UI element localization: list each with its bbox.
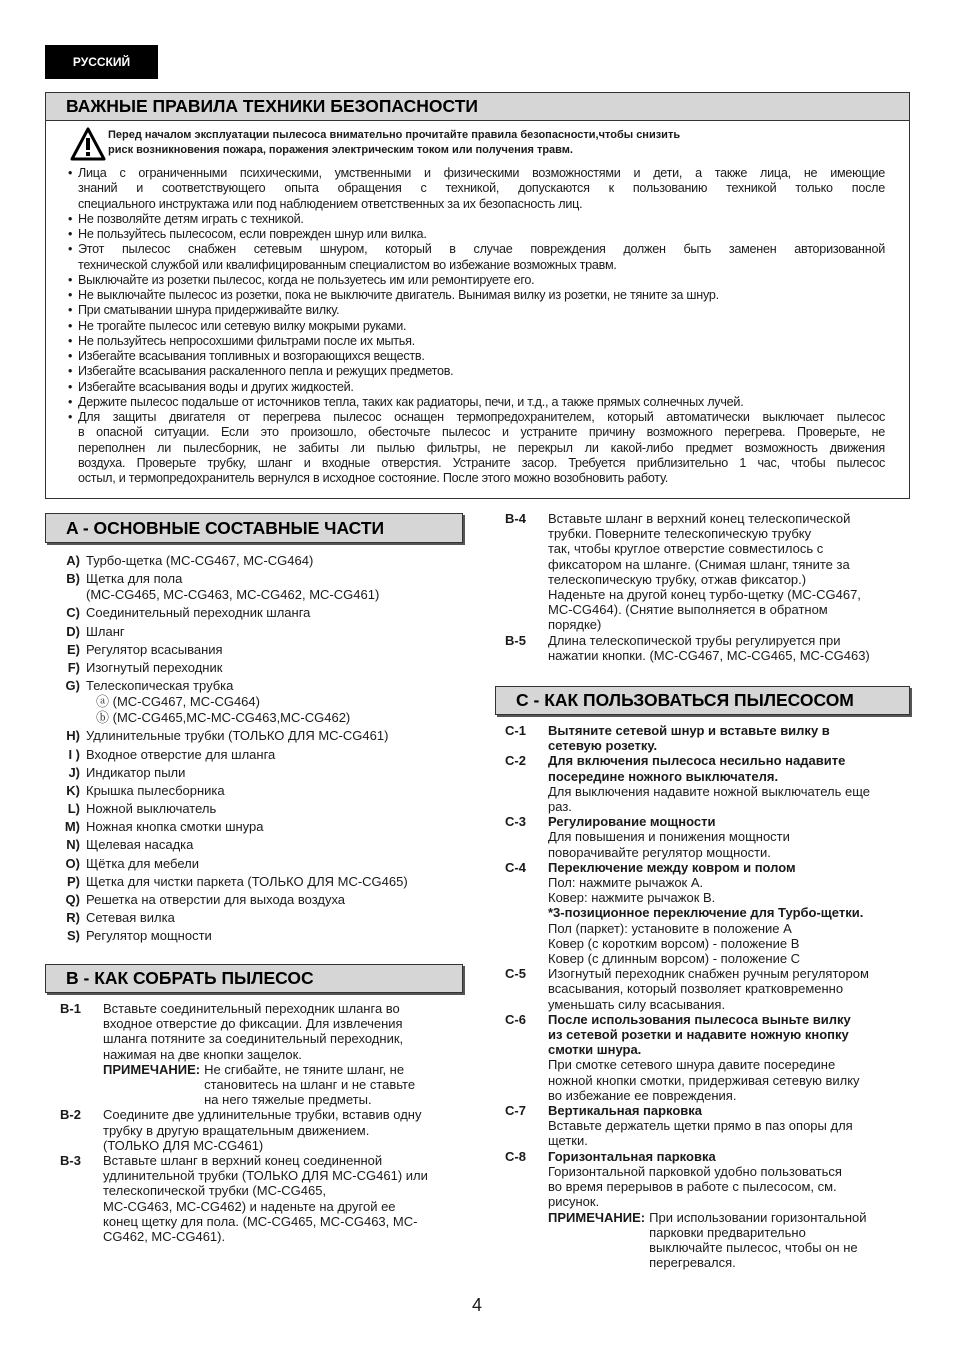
step-item [60,1107,470,1153]
note-text [200,1062,415,1108]
step-text [548,1012,860,1103]
bullet-line: специального инструктажа или под наблюдением ответственных за их безопасность лиц. [78,196,583,211]
note-text [645,1210,866,1271]
step-line: Вставьте шланг в верхний конец соединенной [103,1153,383,1169]
part-line: Сетевая вилка [86,910,175,926]
part-text [86,892,345,908]
part-item [55,819,455,835]
step-line: из сетевой розетки и надавите ножную кнопку [548,1027,849,1043]
safety-bullet-item [68,410,885,486]
bullet-dot: • [68,227,73,241]
step-text [548,1149,867,1271]
part-line: Турбо-щетка (MC-CG467, MC-CG464) [86,553,314,568]
assembly-steps-right [505,511,915,663]
note-line: Не сгибайте, не тяните шланг, не [204,1061,405,1077]
usage-steps [505,723,915,1270]
bullet-dot: • [68,303,73,318]
part-text [86,856,199,872]
step-line: Для выключения надавите ножной выключатель еще [548,783,870,799]
safety-bullet-item [68,334,885,349]
step-line: Изогнутый переходник снабжен ручным регулятором [548,966,869,982]
step-line: Горизонтальной парковкой удобно пользоваться [548,1163,842,1179]
step-line: Для включения пылесоса несильно надавите [548,753,846,769]
part-text [86,765,185,781]
step-label: B-4 [505,511,526,526]
note-line: При использовании горизонтальной [649,1209,867,1225]
step-line: Горизонтальная парковка [548,1148,716,1164]
part-line: Ножной выключатель [86,801,217,817]
part-text [86,819,264,835]
part-label: O) [65,855,80,871]
step-line: Для повышения и понижения мощности [548,829,790,845]
step-label: C-7 [505,1103,526,1119]
part-text [86,747,275,763]
bullet-line: Держите пылесос подальше от источников тепла, таких как радиаторы, печи, и т.д., а также прямых солнечных лучей. • [68,394,744,409]
step-text [548,753,870,814]
part-item [55,874,455,890]
step-item [505,860,915,966]
step-text [103,1001,415,1107]
part-label: S) [67,928,80,944]
warning-line: Перед началом эксплуатации пылесоса внимательно прочитайте правила безопасности,чтобы снизить [108,129,681,141]
step-line: трубки. Поверните телескопическую трубку [548,526,812,542]
bullet-line: Лица с ограниченными психическими, умственными и физическими возможностями и дети, а также лица, не имеющие • [68,166,885,180]
step-line: конец щетку для пола. (MC-CG465, MC-CG463, MC- [103,1213,418,1229]
bullet-line: Выключайте из розетки пылесос, когда не пользуетесь им или ремонтируете его. • [68,272,535,287]
step-line: *3-позиционное переключение для Турбо-щетки. [548,905,864,921]
part-item [55,553,455,569]
bullet-line: При сматывании шнура придерживайте вилку. • [68,303,340,318]
part-label: F) [67,659,80,675]
bullet-dot: • [68,349,73,363]
part-item [55,892,455,908]
bullet-line: Этот пылесос снабжен сетевым шнуром, который в случае повреждения должен быть заменен авторизованной • [68,242,885,257]
step-label: B-3 [60,1153,81,1169]
step-line: MC-CG464). (Снятие выполняется в обратном [548,602,828,618]
part-line: Удлинительные трубки (ТОЛЬКО ДЛЯ MC-CG461) [86,728,389,744]
step-line: Вытяните сетевой шнур и вставьте вилку в [548,723,830,738]
step-line: Регулирование мощности [548,814,716,830]
step-item [505,1149,915,1271]
part-label: D) [66,623,80,639]
step-text [548,511,861,633]
part-text [86,660,222,676]
part-item [55,728,455,744]
bullet-line: Не пользуйтесь пылесосом, если поврежден шнур или вилка. • [68,227,427,241]
bullet-dot: • [68,272,73,287]
bullet-dot: • [68,166,73,180]
bullet-dot: • [68,288,73,302]
step-line: всасывания, который позволяет кратковременно [548,981,844,997]
part-line: Регулятор всасывания [86,641,223,657]
warning-icon [70,127,106,161]
part-item [55,642,455,658]
language-label: РУССКИЙ [45,45,158,79]
step-line: входное отверстие до фиксации. Для извлечения [103,1016,403,1032]
note-label: ПРИМЕЧАНИЕ: [103,1061,201,1077]
part-text [86,874,408,890]
step-line: щетки. [548,1133,588,1149]
part-item [55,605,455,621]
step-item [60,1153,470,1244]
bullet-dot: • [68,211,73,226]
part-line: Соединительный переходник шланга [86,605,311,621]
step-line: Вертикальная парковка [548,1103,703,1119]
bullet-dot: • [68,394,73,409]
part-label: H) [66,728,80,744]
part-subitem: ⓐ (MC-CG467, MC-CG464) [96,694,260,710]
part-label: A) [66,553,80,568]
step-label: C-2 [505,753,526,769]
step-note [548,1210,867,1271]
parts-heading: A - ОСНОВНЫЕ СОСТАВНЫЕ ЧАСТИ [45,513,463,543]
step-line: трубку в другую вращательным движением. [103,1122,370,1138]
step-line: Ковер: нажмите рычажок B. [548,890,716,906]
step-text [548,966,869,1012]
safety-warning [108,128,680,158]
step-label: C-8 [505,1148,526,1164]
bullet-line: Избегайте всасывания раскаленного пепла и режущих предметов. • [68,364,454,379]
part-line: Шланг [86,623,125,639]
page-number: 4 [472,1295,483,1315]
note-line: выключайте пылесос, чтобы он не [649,1239,858,1255]
safety-list [68,166,885,486]
step-line: Соедините две удлинительные трубки, вставив одну [103,1107,422,1123]
part-item [55,837,455,853]
assembly-heading: B - КАК СОБРАТЬ ПЫЛЕСОС [45,964,463,993]
part-item [55,678,455,726]
assembly-steps-left [60,1001,470,1244]
step-line: Ковер (с длинным ворсом) - положение C [548,951,801,967]
bullet-dot: • [68,379,73,394]
step-line: нажимая на две кнопки защелок. [103,1046,302,1062]
step-line: Вставьте держатель щетки прямо в паз опоры для [548,1118,853,1134]
step-label: C-5 [505,966,526,982]
part-line: Входное отверстие для шланга [86,746,276,762]
step-line: посередине ножного выключателя. [548,768,779,784]
step-text [103,1153,428,1244]
part-item [55,856,455,872]
step-line: во избежание ее повреждения. [548,1087,737,1103]
part-item [55,801,455,817]
part-line: (MC-CG465, MC-CG463, MC-CG462, MC-CG461) [86,587,380,603]
part-text [86,642,223,658]
bullet-line: Не выключайте пылесос из розетки, пока не выключите двигатель. Вынимая вилку из розетки, не тяните за шнур. • [68,288,719,302]
part-text [86,928,212,944]
step-line: смотки шнура. [548,1042,642,1058]
safety-bullet-item [68,212,885,227]
part-text [86,553,313,569]
step-line: телескопической трубки (MC-CG465, [103,1183,327,1199]
bullet-line: Не трогайте пылесос или сетевую вилку мокрыми руками. • [68,318,407,333]
part-line: Щетка для пола [86,571,183,587]
part-label: J) [68,764,80,780]
usage-heading: C - КАК ПОЛЬЗОВАТЬСЯ ПЫЛЕСОСОМ [495,686,910,715]
bullet-dot: • [68,364,73,379]
safety-bullet-item [68,349,885,364]
part-label: R) [66,910,80,926]
step-line: раз. [548,799,572,815]
step-note [103,1062,415,1108]
part-line: Ножная кнопка смотки шнура [86,819,264,835]
part-text [86,624,125,640]
bullet-line: технической службой или квалифицированным специалистом во избежание возможных травм. [78,257,617,272]
part-label: E) [67,641,80,657]
step-line: Пол: нажмите рычажок A. [548,875,704,891]
part-text [86,801,216,817]
step-line: порядке) [548,617,602,633]
part-item [55,660,455,676]
part-text [86,571,379,603]
bullet-line: в опасной ситуации. Если это произошло, обесточьте пылесос и устраните причину возможного перегрева. Проверьте, не [78,425,885,440]
note-line: парковки предварительно [649,1224,806,1240]
step-line: шланга потяните за соединительный переходник, [103,1031,404,1047]
safety-bullet-item [68,303,885,318]
part-label: Q) [65,892,80,907]
bullet-line: Избегайте всасывания топливных и возгорающихся веществ. • [68,349,425,363]
step-label: B-2 [60,1107,81,1123]
step-item [505,1012,915,1103]
part-item [55,928,455,944]
safety-bullet-item [68,380,885,395]
step-text [548,1103,853,1149]
step-line: При смотке сетевого шнура давите посередине [548,1057,836,1073]
part-item [55,783,455,799]
bullet-line: Избегайте всасывания воды и других жидкостей. • [68,379,354,394]
part-text [86,728,388,744]
part-item [55,910,455,926]
step-line: ножной кнопки смотки, придерживая сетевую вилку [548,1072,860,1088]
safety-bullet-item [68,227,885,242]
part-subitem: ⓑ (MC-CG465,MC-MC-CG463,MC-CG462) [96,710,351,726]
bullet-line: остыл, и термопредохранитель вернулся в исходное состояние. После этого можно возобновить работу. [78,471,668,485]
note-line: на него тяжелые предметы. [204,1092,372,1108]
part-label: P) [67,873,80,889]
step-line: Вставьте соединительный переходник шланга во [103,1001,400,1016]
step-text [548,860,863,966]
safety-bullet-item [68,288,885,303]
step-line: фиксатором на шланге. (Снимая шланг, тяните за [548,556,850,572]
part-line: Индикатор пыли [86,764,186,780]
step-item [505,814,915,860]
safety-heading: ВАЖНЫЕ ПРАВИЛА ТЕХНИКИ БЕЗОПАСНОСТИ [45,92,910,121]
part-item [55,624,455,640]
step-line: во время перерывов в работе с пылесосом, см. [548,1179,837,1195]
part-text [86,783,225,799]
note-label: ПРИМЕЧАНИЕ: [548,1209,646,1225]
step-line: нажатии кнопки. (MC-CG467, MC-CG465, MC-CG463) [548,647,870,663]
step-line: телескопическую трубку, отжав фиксатор.) [548,571,807,587]
step-line: уменьшать силу всасывания. [548,996,726,1012]
safety-bullet-item [68,242,885,273]
part-label: L) [67,801,80,817]
step-item [505,966,915,1012]
step-line: После использования пылесоса выньте вилку [548,1011,851,1027]
step-line: Длина телескопической трубы регулируется при [548,632,841,648]
bullet-dot: • [68,333,73,348]
part-label: N) [66,837,80,853]
step-item [60,1001,470,1107]
step-label: B-5 [505,632,526,648]
part-item [55,571,455,603]
part-line: Решетка на отверстии для выхода воздуха [86,892,346,907]
safety-bullet-item [68,395,885,410]
step-line: (ТОЛЬКО ДЛЯ MC-CG461) [103,1137,264,1153]
part-label: I ) [68,746,80,762]
part-item [55,747,455,763]
step-label: C-6 [505,1011,526,1027]
bullet-dot: • [68,410,73,424]
part-text [86,910,175,926]
parts-list [55,553,455,947]
step-label: C-4 [505,859,526,875]
part-label: G) [65,678,80,694]
step-line: удлинительной трубки (ТОЛЬКО ДЛЯ MC-CG461) или [103,1168,428,1184]
bullet-line: воздуха. Проверьте трубку, шланг и входные отверстия. Устраните засор. Требуется приблизительно 1 час, чтобы пылесос [78,455,885,470]
bullet-line: Не пользуйтесь непросохшими фильтрами после их мытья. • [68,333,415,348]
bullet-line: знаний и соответствующего опыта обращения с техникой, допускаются к пользованию техникой только после [78,181,885,196]
safety-bullet-item [68,273,885,288]
part-label: K) [66,782,80,798]
part-line: Щетка для чистки паркета (ТОЛЬКО ДЛЯ MC-CG465) [86,873,408,889]
bullet-line: Не позволяйте детям играть с техникой. • [68,211,304,226]
part-label: B) [66,571,80,587]
step-item [505,753,915,814]
step-line: CG462, MC-CG461). [103,1229,226,1245]
step-line: поворачивайте регулятор мощности. [548,844,771,860]
step-text [548,633,870,663]
step-text [103,1107,421,1153]
part-line: Телескопическая трубка [86,678,234,694]
note-line: становитесь на шланг и не ставьте [204,1077,416,1093]
bullet-line: Для защиты двигателя от перегрева пылесос оснащен термопредохранителем, который автоматически выключает пылесос • [68,410,885,424]
bullet-line: переполнен ли пылесборник, не забиты ли пылью фильтры, не перекрыл ли какой-либо предмет возможность движения [78,440,885,455]
step-item [505,1103,915,1149]
step-label: C-3 [505,814,526,830]
step-label: C-1 [505,723,526,738]
part-text [86,837,193,853]
part-line: Изогнутый переходник [86,659,223,675]
part-text [86,605,310,621]
step-line: Наденьте на другой конец турбо-щетку (MC-CG467, [548,587,861,603]
step-label: B-1 [60,1001,81,1016]
step-line: Пол (паркет): установите в положение A [548,920,792,936]
part-text [86,678,350,726]
step-line: Ковер (с коротким ворсом) - положение B [548,935,800,951]
step-text [548,723,830,753]
part-label: C) [66,605,80,621]
part-line: Щелевая насадка [86,837,194,853]
note-line: перегревался. [649,1255,736,1271]
safety-bullet-item [68,319,885,334]
part-line: Щётка для мебели [86,855,199,871]
step-line: Вставьте шланг в верхний конец телескопической [548,511,851,526]
warning-line: риск возникновения пожара, поражения электрическим током или получения травм. [108,144,573,156]
part-item [55,765,455,781]
step-item [505,633,915,663]
step-line: MC-CG463, MC-CG462) и наденьте на другой ее [103,1198,396,1214]
part-line: Регулятор мощности [86,928,212,944]
safety-bullet-item [68,166,885,212]
step-line: так, чтобы круглое отверстие совместилось с [548,541,824,557]
bullet-dot: • [68,242,73,257]
bullet-dot: • [68,318,73,333]
step-item [505,511,915,633]
step-line: рисунок. [548,1194,600,1210]
step-line: Переключение между ковром и полом [548,859,796,875]
safety-bullet-item [68,364,885,379]
step-item [505,723,915,753]
part-label: M) [64,819,80,835]
step-line: сетевую розетку. [548,738,658,754]
step-text [548,814,790,860]
part-line: Крышка пылесборника [86,782,225,798]
